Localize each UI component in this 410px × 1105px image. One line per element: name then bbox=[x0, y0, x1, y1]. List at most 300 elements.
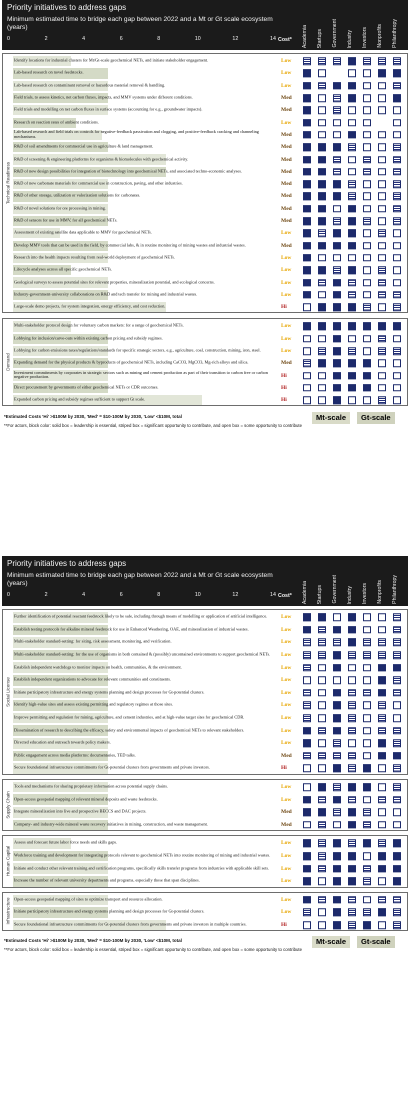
initiative-text: Identify high-value sites and assess existing permitting and regulatory regimes at those sites. bbox=[14, 702, 174, 708]
year-tick: 14 bbox=[270, 36, 276, 42]
initiative-row bbox=[13, 819, 407, 832]
actor-box-industry bbox=[348, 180, 356, 188]
initiative-row bbox=[13, 750, 407, 763]
actor-box-philanthropy bbox=[393, 360, 401, 368]
actor-box-nonprofits bbox=[378, 821, 386, 829]
column-header-nonprofits: Nonprofits bbox=[377, 24, 383, 48]
cost-label: Low bbox=[281, 70, 292, 77]
actor-box-nonprofits bbox=[378, 82, 386, 90]
actor-box-government bbox=[333, 242, 341, 250]
section-label-text: Social License bbox=[5, 677, 11, 707]
section-human-capital bbox=[2, 835, 408, 887]
initiative-text: R&D of novel solutions for ore processing in mining. bbox=[14, 205, 107, 211]
actor-box-industry bbox=[348, 131, 356, 139]
initiative-text: Secure foundational infrastructure commitments for Gt-potential clusters from governments and private investors. bbox=[14, 765, 210, 771]
actor-box-nonprofits bbox=[378, 193, 386, 201]
actor-box-academia bbox=[303, 821, 311, 829]
initiative-text: Lifecycle analyses across all specific geochemical NETs. bbox=[14, 266, 113, 272]
cost-header: Cost* bbox=[278, 37, 292, 43]
actor-box-startups bbox=[318, 702, 326, 710]
actor-box-philanthropy bbox=[393, 752, 401, 760]
actor-box-government bbox=[333, 702, 341, 710]
initiative-text: Lobbying for inclusion/carve-outs within existing carbon pricing and subsidy regimes. bbox=[14, 335, 163, 341]
actor-box-startups bbox=[318, 372, 326, 380]
actor-box-academia bbox=[303, 279, 311, 287]
initiative-text: R&D of screening & engineering platforms for organisms & biomolecules with geochemical activity. bbox=[14, 156, 189, 162]
column-header-academia: Academia bbox=[302, 24, 308, 48]
actor-box-government bbox=[333, 372, 341, 380]
initiative-text: Tools and mechanisms for sharing proprietary information across potential supply chains. bbox=[14, 783, 168, 789]
actor-box-government bbox=[333, 168, 341, 176]
actor-box-nonprofits bbox=[378, 840, 386, 848]
initiative-row bbox=[13, 252, 407, 264]
initiative-row bbox=[13, 394, 407, 406]
initiative-text: Assessment of existing satellite data applicable to MMV for geochemical NETs. bbox=[14, 229, 152, 235]
initiative-text: Initiate and conduct other relevant training and certification programs, specifically skills transfer programs from industries with applicable skill sets. bbox=[14, 865, 270, 871]
column-header-philanthropy: Philanthropy bbox=[392, 19, 398, 48]
section-label-text: Demand bbox=[5, 353, 11, 372]
actor-box-industry bbox=[348, 303, 356, 311]
actor-box-startups bbox=[318, 796, 326, 804]
actor-box-investors bbox=[363, 168, 371, 176]
initiative-text: Integrate mineralization into live and prospective BECCS and DAC projects. bbox=[14, 808, 147, 814]
initiative-row bbox=[13, 227, 407, 239]
actor-box-investors bbox=[363, 865, 371, 873]
initiative-text: Increase the number of relevant university departments and programs, especially those that span disciplines. bbox=[14, 877, 200, 883]
actor-box-academia bbox=[303, 131, 311, 139]
actor-box-philanthropy bbox=[393, 727, 401, 735]
cost-label: Med bbox=[281, 181, 292, 188]
cost-label: Low bbox=[281, 267, 292, 274]
cost-label: Med bbox=[281, 218, 292, 225]
year-tick: 14 bbox=[270, 592, 276, 598]
cost-label: Med bbox=[281, 809, 292, 816]
actor-box-nonprofits bbox=[378, 727, 386, 735]
year-tick: 8 bbox=[157, 36, 161, 42]
actor-box-academia bbox=[303, 347, 311, 355]
initiative-text: Dissemination of research to describing the efficacy, safety and environmental impacts of geochemical NETs to relevant stakeholders. bbox=[14, 727, 245, 733]
initiative-text: R&D of new carbonate materials for commercial use in construction, paving, and other industries. bbox=[14, 180, 183, 186]
actor-box-philanthropy bbox=[393, 639, 401, 647]
actor-box-startups bbox=[318, 335, 326, 343]
actor-box-philanthropy bbox=[393, 384, 401, 392]
actor-box-nonprofits bbox=[378, 677, 386, 685]
cost-label: Low bbox=[281, 652, 292, 659]
actor-box-investors bbox=[363, 143, 371, 151]
initiative-row bbox=[13, 382, 407, 394]
cost-label: Low bbox=[281, 715, 292, 722]
actor-box-investors bbox=[363, 896, 371, 904]
actor-box-nonprofits bbox=[378, 180, 386, 188]
initiative-text: Directed education and outreach towards policy makers. bbox=[14, 739, 111, 745]
year-tick: 10 bbox=[194, 36, 201, 42]
actor-box-government bbox=[333, 254, 341, 262]
actor-box-nonprofits bbox=[378, 689, 386, 697]
actor-box-government bbox=[333, 94, 341, 102]
cost-label: Med bbox=[281, 144, 292, 151]
actor-box-academia bbox=[303, 840, 311, 848]
initiative-row bbox=[13, 301, 407, 313]
actor-box-government bbox=[333, 230, 341, 238]
actor-box-philanthropy bbox=[393, 156, 401, 164]
actor-box-government bbox=[333, 651, 341, 659]
column-header-industry: Industry bbox=[347, 585, 353, 604]
initiative-row bbox=[13, 674, 407, 687]
actor-box-nonprofits bbox=[378, 119, 386, 127]
initiative-row bbox=[13, 203, 407, 215]
actor-box-nonprofits bbox=[378, 94, 386, 102]
initiative-row bbox=[13, 141, 407, 153]
actor-box-nonprofits bbox=[378, 909, 386, 917]
panel-header bbox=[2, 556, 408, 606]
actor-box-nonprofits bbox=[378, 242, 386, 250]
actor-box-academia bbox=[303, 852, 311, 860]
actor-box-startups bbox=[318, 193, 326, 201]
panel-header bbox=[2, 0, 408, 50]
actor-box-investors bbox=[363, 279, 371, 287]
actor-box-philanthropy bbox=[393, 809, 401, 817]
actor-box-philanthropy bbox=[393, 205, 401, 213]
section-supply-chain bbox=[2, 779, 408, 831]
initiative-text: Geological surveys to assess potential sites for relevant properties, mineralization potential, and ecological concerns. bbox=[14, 279, 215, 285]
actor-box-academia bbox=[303, 384, 311, 392]
actor-box-investors bbox=[363, 651, 371, 659]
actor-box-startups bbox=[318, 205, 326, 213]
actor-box-philanthropy bbox=[393, 266, 401, 274]
actor-box-industry bbox=[348, 70, 356, 78]
year-tick: 0 bbox=[7, 592, 10, 598]
actor-box-startups bbox=[318, 809, 326, 817]
actor-box-academia bbox=[303, 156, 311, 164]
actor-box-philanthropy bbox=[393, 180, 401, 188]
actor-box-industry bbox=[348, 242, 356, 250]
section-label bbox=[3, 319, 13, 405]
actor-box-industry bbox=[348, 639, 356, 647]
actor-box-nonprofits bbox=[378, 852, 386, 860]
actor-box-academia bbox=[303, 168, 311, 176]
actor-box-startups bbox=[318, 714, 326, 722]
column-header-philanthropy: Philanthropy bbox=[392, 575, 398, 604]
actor-box-startups bbox=[318, 740, 326, 748]
actor-box-industry bbox=[348, 143, 356, 151]
initiative-text: Secure foundational infrastructure commitments for Gt-potential clusters from governments and private investors in multiple countries. bbox=[14, 921, 247, 927]
actor-box-industry bbox=[348, 335, 356, 343]
actor-box-nonprofits bbox=[378, 765, 386, 773]
actor-box-nonprofits bbox=[378, 740, 386, 748]
actor-box-investors bbox=[363, 372, 371, 380]
cost-label: Med bbox=[281, 156, 292, 163]
actor-box-government bbox=[333, 639, 341, 647]
actor-box-startups bbox=[318, 242, 326, 250]
actor-box-investors bbox=[363, 796, 371, 804]
actor-box-government bbox=[333, 107, 341, 115]
column-header-industry: Industry bbox=[347, 29, 353, 48]
actor-columns bbox=[296, 558, 408, 604]
actor-footnote: **For actors, block color: solid box = leadership is essential, striped box = significant opportunity to contribute, and open box = some opportunity to contribute bbox=[4, 947, 302, 953]
initiative-text: Investment commitments by corporates in strategic sectors such as mining and cement production as part of their transition to carbon free or carbon negative production. bbox=[14, 369, 268, 380]
actor-box-industry bbox=[348, 909, 356, 917]
actor-box-academia bbox=[303, 664, 311, 672]
initiative-row bbox=[13, 636, 407, 649]
initiative-row bbox=[13, 215, 407, 227]
actor-box-philanthropy bbox=[393, 70, 401, 78]
actor-box-academia bbox=[303, 765, 311, 773]
section-demand bbox=[2, 318, 408, 406]
cost-label: Low bbox=[281, 689, 292, 696]
actor-box-nonprofits bbox=[378, 639, 386, 647]
actor-box-philanthropy bbox=[393, 677, 401, 685]
cost-header: Cost* bbox=[278, 593, 292, 599]
actor-box-industry bbox=[348, 230, 356, 238]
actor-box-academia bbox=[303, 205, 311, 213]
actor-box-nonprofits bbox=[378, 384, 386, 392]
actor-box-industry bbox=[348, 156, 356, 164]
initiative-row bbox=[13, 92, 407, 104]
actor-box-industry bbox=[348, 702, 356, 710]
actor-box-academia bbox=[303, 193, 311, 201]
year-tick: 12 bbox=[232, 36, 239, 42]
actor-box-industry bbox=[348, 714, 356, 722]
cost-label: Med bbox=[281, 205, 292, 212]
actor-box-philanthropy bbox=[393, 664, 401, 672]
initiative-row bbox=[13, 781, 407, 794]
actor-box-investors bbox=[363, 291, 371, 299]
initiative-row bbox=[13, 369, 407, 381]
actor-box-government bbox=[333, 896, 341, 904]
actor-box-startups bbox=[318, 94, 326, 102]
column-header-investors: Investors bbox=[362, 26, 368, 48]
initiative-text: Establish independent organizations to advocate for relevant communities and constituents. bbox=[14, 676, 171, 682]
actor-box-academia bbox=[303, 335, 311, 343]
cost-label: Hi bbox=[281, 397, 287, 404]
cost-label: Hi bbox=[281, 922, 287, 929]
cost-label: Low bbox=[281, 230, 292, 237]
actor-box-academia bbox=[303, 254, 311, 262]
actor-box-startups bbox=[318, 131, 326, 139]
initiative-row bbox=[13, 712, 407, 725]
actor-box-nonprofits bbox=[378, 796, 386, 804]
actor-box-government bbox=[333, 921, 341, 929]
cost-footnote: *Estimated Costs 'Hi' >$100M by 2030, 'Med' = $10-100M by 2030, 'Low' <$10M, total bbox=[4, 414, 182, 420]
actor-box-academia bbox=[303, 143, 311, 151]
actor-box-government bbox=[333, 821, 341, 829]
year-tick: 4 bbox=[82, 36, 86, 42]
actor-box-industry bbox=[348, 217, 356, 225]
actor-box-academia bbox=[303, 896, 311, 904]
cost-label: Low bbox=[281, 279, 292, 286]
cost-label: Low bbox=[281, 335, 292, 342]
actor-box-academia bbox=[303, 639, 311, 647]
actor-box-philanthropy bbox=[393, 796, 401, 804]
actor-box-government bbox=[333, 143, 341, 151]
initiative-text: Develop MMV tools that can be used in the field, by commercial labs, & in routine monitoring of mining wastes and industrial wastes. bbox=[14, 242, 246, 248]
column-header-startups: Startups bbox=[317, 28, 323, 48]
actor-box-startups bbox=[318, 664, 326, 672]
actor-box-nonprofits bbox=[378, 878, 386, 886]
actor-box-startups bbox=[318, 230, 326, 238]
actor-box-academia bbox=[303, 372, 311, 380]
cost-label: Med bbox=[281, 752, 292, 759]
actor-box-government bbox=[333, 323, 341, 331]
actor-box-nonprofits bbox=[378, 752, 386, 760]
actor-box-industry bbox=[348, 752, 356, 760]
actor-box-academia bbox=[303, 230, 311, 238]
actor-box-academia bbox=[303, 878, 311, 886]
initiative-row bbox=[13, 699, 407, 712]
actor-box-government bbox=[333, 205, 341, 213]
actor-box-startups bbox=[318, 896, 326, 904]
actor-box-investors bbox=[363, 230, 371, 238]
actor-box-industry bbox=[348, 821, 356, 829]
actor-box-investors bbox=[363, 323, 371, 331]
actor-box-startups bbox=[318, 57, 326, 65]
actor-box-philanthropy bbox=[393, 82, 401, 90]
actor-box-nonprofits bbox=[378, 714, 386, 722]
actor-box-philanthropy bbox=[393, 651, 401, 659]
column-header-startups: Startups bbox=[317, 584, 323, 604]
actor-box-philanthropy bbox=[393, 230, 401, 238]
actor-box-nonprofits bbox=[378, 303, 386, 311]
actor-box-philanthropy bbox=[393, 765, 401, 773]
cost-label: Low bbox=[281, 82, 292, 89]
section-label-text: Human Capital bbox=[5, 846, 11, 877]
actor-box-nonprofits bbox=[378, 372, 386, 380]
year-tick: 0 bbox=[7, 36, 10, 42]
actor-box-government bbox=[333, 809, 341, 817]
actor-box-philanthropy bbox=[393, 372, 401, 380]
cost-label: Med bbox=[281, 242, 292, 249]
actor-box-academia bbox=[303, 727, 311, 735]
actor-box-investors bbox=[363, 614, 371, 622]
actor-box-academia bbox=[303, 119, 311, 127]
column-header-government: Government bbox=[332, 575, 338, 604]
initiative-text: Multi-stakeholder standard-setting: for the use of organisms in both contained & (possibly) uncontained environments to support geochemical NETs. bbox=[14, 651, 271, 657]
actor-box-academia bbox=[303, 714, 311, 722]
initiative-row bbox=[13, 190, 407, 202]
actor-box-investors bbox=[363, 639, 371, 647]
actor-box-investors bbox=[363, 193, 371, 201]
actor-box-nonprofits bbox=[378, 809, 386, 817]
actor-box-government bbox=[333, 909, 341, 917]
year-tick: 6 bbox=[119, 36, 123, 42]
panel-title: Priority initiatives to address gaps bbox=[7, 559, 127, 568]
actor-box-industry bbox=[348, 291, 356, 299]
actor-box-government bbox=[333, 57, 341, 65]
actor-box-industry bbox=[348, 664, 356, 672]
cost-label: Low bbox=[281, 840, 292, 847]
actor-box-startups bbox=[318, 878, 326, 886]
initiative-text: Company- and industry-wide mineral waste recovery initiatives in mining, construction, and waste management. bbox=[14, 821, 208, 827]
actor-box-nonprofits bbox=[378, 254, 386, 262]
initiative-text: Research on reaction rates of ambient conditions. bbox=[14, 119, 99, 125]
initiative-row bbox=[13, 850, 407, 863]
initiative-row bbox=[13, 894, 407, 907]
actor-box-industry bbox=[348, 921, 356, 929]
actor-box-nonprofits bbox=[378, 266, 386, 274]
actor-box-industry bbox=[348, 266, 356, 274]
actor-box-government bbox=[333, 714, 341, 722]
initiative-row bbox=[13, 67, 407, 79]
actor-box-investors bbox=[363, 909, 371, 917]
initiative-text: Field trials, to assess kinetics, net carbon fluxes, impacts, and MMV systems under different conditions. bbox=[14, 94, 193, 100]
actor-box-industry bbox=[348, 57, 356, 65]
actor-box-startups bbox=[318, 677, 326, 685]
actor-box-industry bbox=[348, 119, 356, 127]
initiative-row bbox=[13, 178, 407, 190]
initiative-row bbox=[13, 649, 407, 662]
initiative-row bbox=[13, 737, 407, 750]
actor-box-academia bbox=[303, 796, 311, 804]
actor-box-investors bbox=[363, 765, 371, 773]
initiative-text: Field trials and modelling on net carbon fluxes in surface systems (accounting for e.g., groundwater impacts). bbox=[14, 106, 203, 112]
actor-box-investors bbox=[363, 242, 371, 250]
actor-box-government bbox=[333, 765, 341, 773]
initiative-row bbox=[13, 793, 407, 806]
actor-box-academia bbox=[303, 323, 311, 331]
actor-box-academia bbox=[303, 266, 311, 274]
cost-label: Low bbox=[281, 323, 292, 330]
actor-box-government bbox=[333, 878, 341, 886]
initiative-text: Direct procurement by governments of either geochemical NETs or CDR outcomes. bbox=[14, 384, 159, 390]
actor-box-philanthropy bbox=[393, 291, 401, 299]
actor-box-philanthropy bbox=[393, 852, 401, 860]
actor-box-startups bbox=[318, 921, 326, 929]
initiative-row bbox=[13, 129, 407, 141]
actor-box-nonprofits bbox=[378, 168, 386, 176]
cost-label: Med bbox=[281, 193, 292, 200]
actor-box-philanthropy bbox=[393, 614, 401, 622]
cost-label: Low bbox=[281, 639, 292, 646]
actor-box-government bbox=[333, 291, 341, 299]
actor-box-startups bbox=[318, 651, 326, 659]
cost-label: Low bbox=[281, 702, 292, 709]
cost-label: Low bbox=[281, 254, 292, 261]
cost-label: Low bbox=[281, 740, 292, 747]
section-technical-readiness bbox=[2, 53, 408, 313]
actor-box-nonprofits bbox=[378, 323, 386, 331]
actor-box-philanthropy bbox=[393, 626, 401, 634]
actor-box-startups bbox=[318, 765, 326, 773]
initiative-row bbox=[13, 806, 407, 819]
actor-box-industry bbox=[348, 360, 356, 368]
cost-label: Low bbox=[281, 119, 292, 126]
section-label-text: Technical Readiness bbox=[5, 162, 11, 205]
actor-box-government bbox=[333, 752, 341, 760]
actor-box-philanthropy bbox=[393, 303, 401, 311]
initiative-text: Lobbying for carbon emissions taxes/regulations/standards for specific strategic sectors, e.g., agriculture, coal, construction, mining, iron, steel. bbox=[14, 347, 261, 353]
initiative-text: Assess and forecast future labor force needs and skills gaps. bbox=[14, 840, 118, 846]
actor-box-industry bbox=[348, 205, 356, 213]
actor-box-industry bbox=[348, 396, 356, 404]
panel-title: Priority initiatives to address gaps bbox=[7, 3, 127, 12]
initiative-row bbox=[13, 919, 407, 932]
actor-box-startups bbox=[318, 156, 326, 164]
actor-box-industry bbox=[348, 372, 356, 380]
actor-box-government bbox=[333, 335, 341, 343]
initiative-row bbox=[13, 687, 407, 700]
actor-box-government bbox=[333, 279, 341, 287]
cost-label: Med bbox=[281, 360, 292, 367]
actor-box-nonprofits bbox=[378, 651, 386, 659]
actor-box-startups bbox=[318, 143, 326, 151]
initiative-text: Expanding demand for the physical products & byproducts of geochemical NETs, including CaCO3, MgCO3, Mg-rich alloys and silica. bbox=[14, 359, 249, 365]
actor-box-startups bbox=[318, 107, 326, 115]
actor-footnote: **For actors, block color: solid box = leadership is essential, striped box = significant opportunity to contribute, and open box = some opportunity to contribute bbox=[4, 423, 302, 429]
actor-box-nonprofits bbox=[378, 702, 386, 710]
actor-box-industry bbox=[348, 107, 356, 115]
cost-label: Low bbox=[281, 878, 292, 885]
actor-box-investors bbox=[363, 205, 371, 213]
